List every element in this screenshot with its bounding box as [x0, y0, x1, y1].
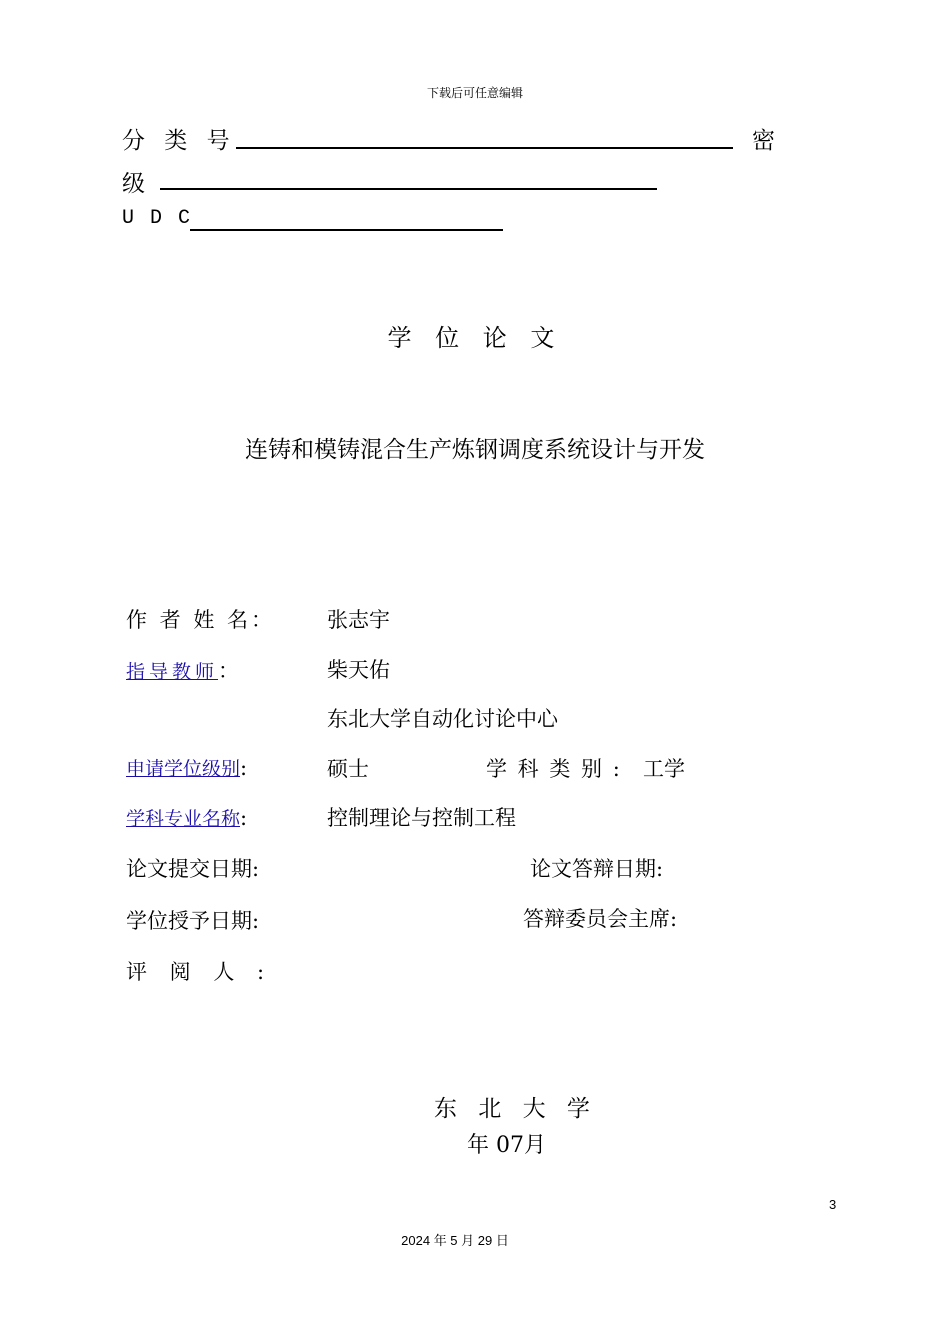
- page-number: 3: [829, 1197, 837, 1212]
- header-note: 下载后可任意编辑: [426, 86, 523, 100]
- discipline-category-value: 工学: [643, 757, 685, 781]
- advisor-colon: ：: [218, 659, 240, 683]
- committee-chair-label: 答辩委员会主席:: [523, 907, 678, 931]
- defense-date-label: 论文答辩日期:: [530, 857, 664, 881]
- level-label: 级: [122, 171, 145, 197]
- degree-level-label-link[interactable]: 申请学位级别: [126, 758, 241, 780]
- doc-type: 学 位 论 文: [387, 324, 563, 352]
- advisor-label-link[interactable]: 指导教师: [126, 661, 219, 683]
- level-underline: [160, 188, 657, 190]
- udc-underline: [190, 229, 503, 231]
- date-line: 年 07月: [467, 1133, 546, 1158]
- degree-level-value: 硕士: [327, 757, 369, 781]
- degree-level-colon: :: [240, 756, 248, 780]
- advisor-row: [126, 655, 239, 685]
- major-colon: :: [240, 806, 248, 830]
- submit-date-label: 论文提交日期:: [126, 857, 260, 881]
- udc-label: U D C: [122, 207, 193, 230]
- award-date-label: 学位授予日期:: [126, 909, 260, 933]
- class-no-label: 分 类 号: [122, 128, 236, 154]
- footer-date: 2024 年 5 月 29 日: [401, 1233, 509, 1248]
- discipline-category-label: 学 科 类 别 :: [486, 757, 622, 781]
- author-name: 张志宇: [327, 608, 390, 632]
- reviewer-label: 评 阅 人 :: [126, 960, 273, 984]
- major-value: 控制理论与控制工程: [327, 806, 516, 830]
- major-row: [126, 804, 247, 831]
- secret-label: 密: [752, 128, 775, 154]
- institution-name: 东 北 大 学: [434, 1096, 597, 1122]
- advisor-name: 柴天佑: [327, 658, 390, 682]
- class-no-underline: [236, 147, 733, 149]
- thesis-title: 连铸和模铸混合生产炼钢调度系统设计与开发: [245, 437, 705, 463]
- author-label: 作 者 姓 名：: [126, 608, 276, 632]
- major-label-link[interactable]: 学科专业名称: [126, 808, 241, 830]
- affiliation: 东北大学自动化讨论中心: [327, 707, 558, 731]
- degree-level-row: [126, 754, 247, 781]
